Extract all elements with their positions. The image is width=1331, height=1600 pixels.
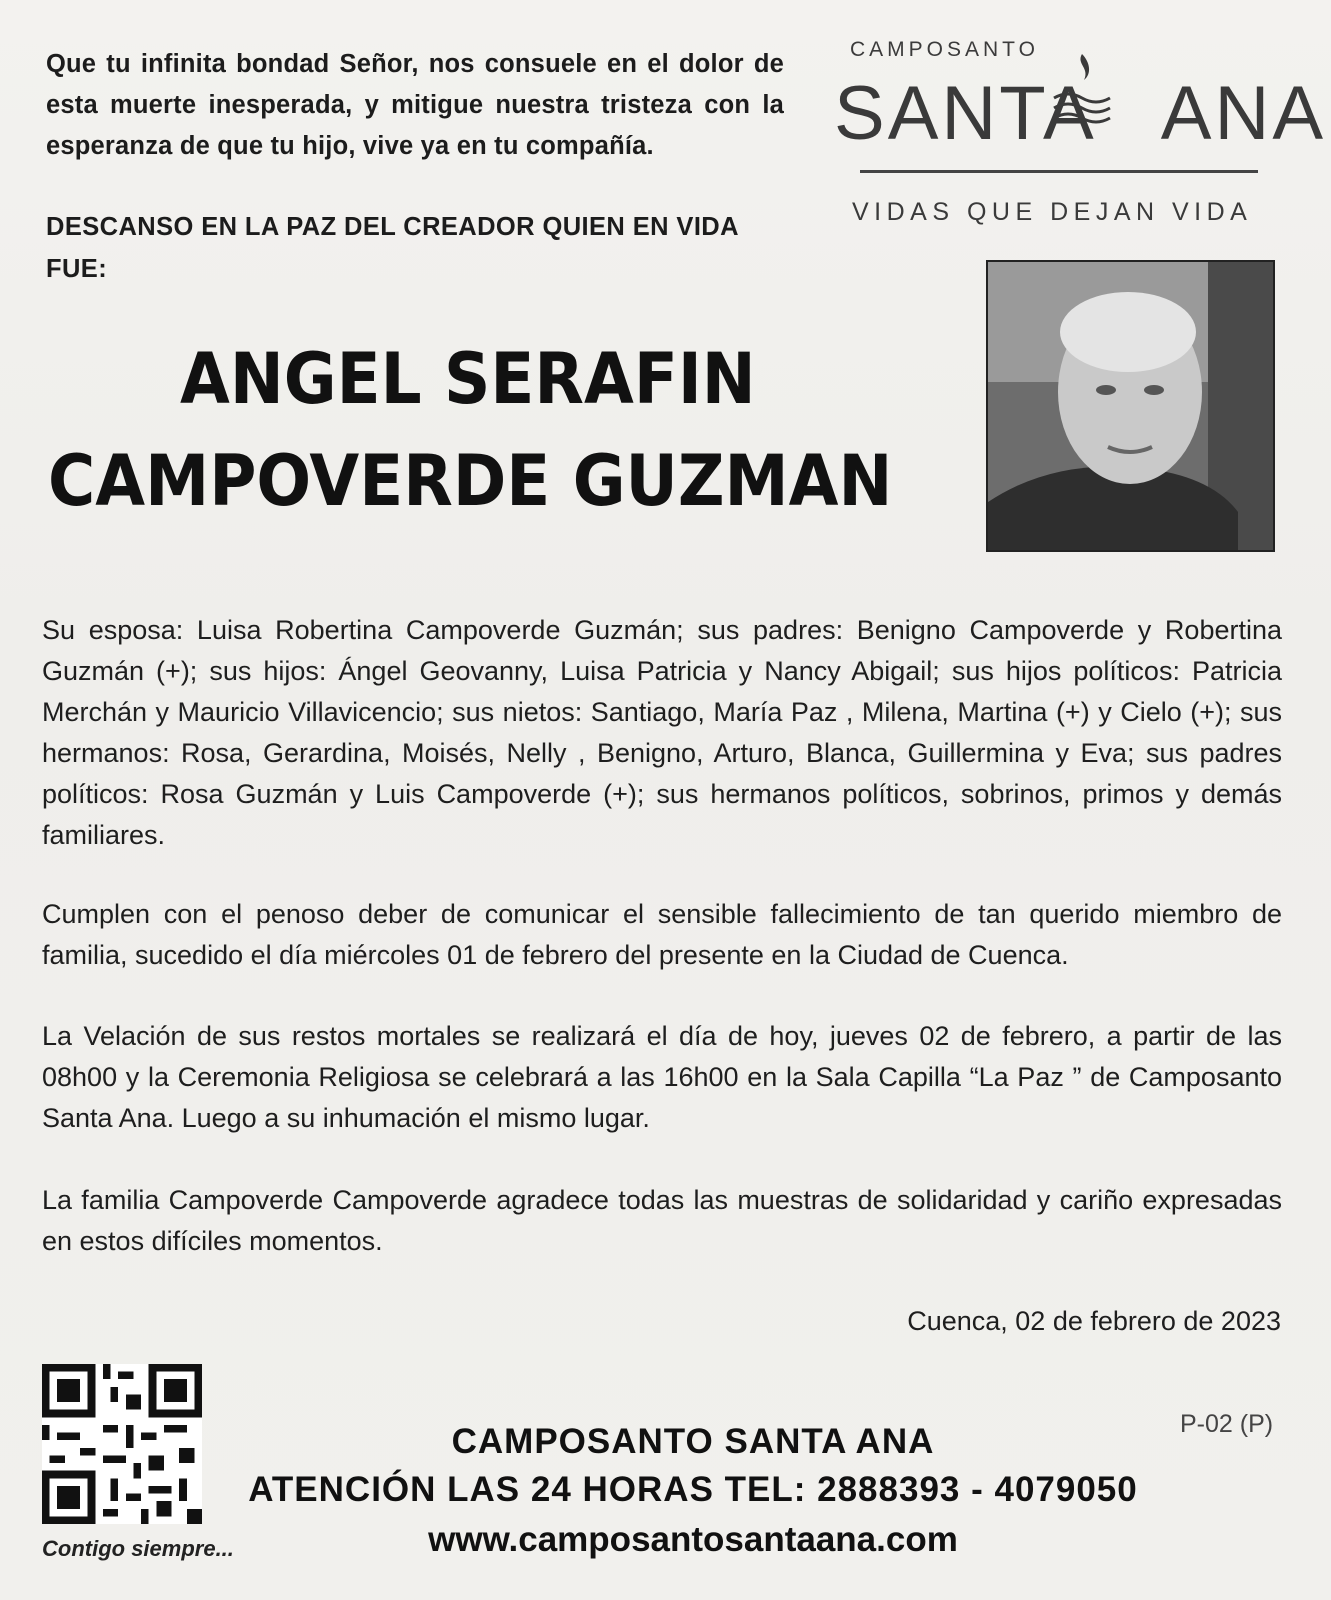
qr-code xyxy=(42,1364,202,1524)
qr-code-icon xyxy=(42,1364,202,1524)
document-code: P-02 (P) xyxy=(1180,1410,1274,1438)
deceased-name-line1: ANGEL SERAFIN xyxy=(180,338,756,420)
footer-company: CAMPOSANTO SANTA ANA xyxy=(451,1422,935,1461)
logo-tagline: VIDAS QUE DEJAN VIDA xyxy=(852,198,1253,226)
portrait-image xyxy=(988,262,1273,550)
deceased-name-line2: CAMPOVERDE GUZMAN xyxy=(48,440,893,522)
flame-waves-icon xyxy=(1046,46,1116,146)
logo-main-left: SANTA xyxy=(834,71,1097,156)
logo-main-right: ANA xyxy=(1160,71,1327,156)
logo-divider xyxy=(860,170,1258,173)
family-paragraph: Su esposa: Luisa Robertina Campoverde Guzmán; sus padres: Benigno Campoverde y Robertina Guzmán (+); sus hijos: Ángel Geovanny, Luisa Patricia y Nancy Abigail; sus hijos políticos: Patricia Merchán y Mauricio Villavicencio; sus nietos: Santiago, María Paz , Milena, Martina (+) y Cielo (+); sus hermanos: Rosa, Gerardina, Moisés, Nelly , Benigno, Arturo, Blanca, Guillermina y Eva; sus padres políticos: Rosa Guzmán y Luis Campoverde (+); sus hermanos políticos, sobrinos, primos y demás familiares. xyxy=(42,615,1282,850)
announcement-paragraph: Cumplen con el penoso deber de comunicar el sensible fallecimiento de tan querido miembro de familia, sucedido el día miércoles 01 de febrero del presente en la Ciudad de Cuenca. xyxy=(42,899,1282,970)
footer-contact: ATENCIÓN LAS 24 HORAS TEL: 2888393 - 4079050 xyxy=(248,1470,1138,1509)
logo-top-text: CAMPOSANTO xyxy=(850,38,1039,61)
slogan-text: Contigo siempre... xyxy=(42,1536,234,1561)
notice-date: Cuenca, 02 de febrero de 2023 xyxy=(907,1306,1281,1336)
prayer-text: Que tu infinita bondad Señor, nos consuele en el dolor de esta muerte inesperada, y mitigue nuestra tristeza con la esperanza de que tu hijo, vive ya en tu compañía. xyxy=(46,50,784,160)
thanks-paragraph: La familia Campoverde Campoverde agradece todas las muestras de solidaridad y cariño expresadas en estos difíciles momentos. xyxy=(42,1185,1282,1256)
ceremony-paragraph: La Velación de sus restos mortales se realizará el día de hoy, jueves 02 de febrero, a partir de las 08h00 y la Ceremonia Religiosa se celebrará a las 16h00 en la Sala Capilla “La Paz ” de Camposanto Santa Ana. Luego a su inhumación el mismo lugar. xyxy=(42,1021,1282,1133)
descanso-heading: DESCANSO EN LA PAZ DEL CREADOR QUIEN EN VIDA FUE: xyxy=(46,213,738,283)
footer-website-link[interactable]: www.camposantosantaana.com xyxy=(428,1520,958,1559)
deceased-photo xyxy=(986,260,1275,552)
